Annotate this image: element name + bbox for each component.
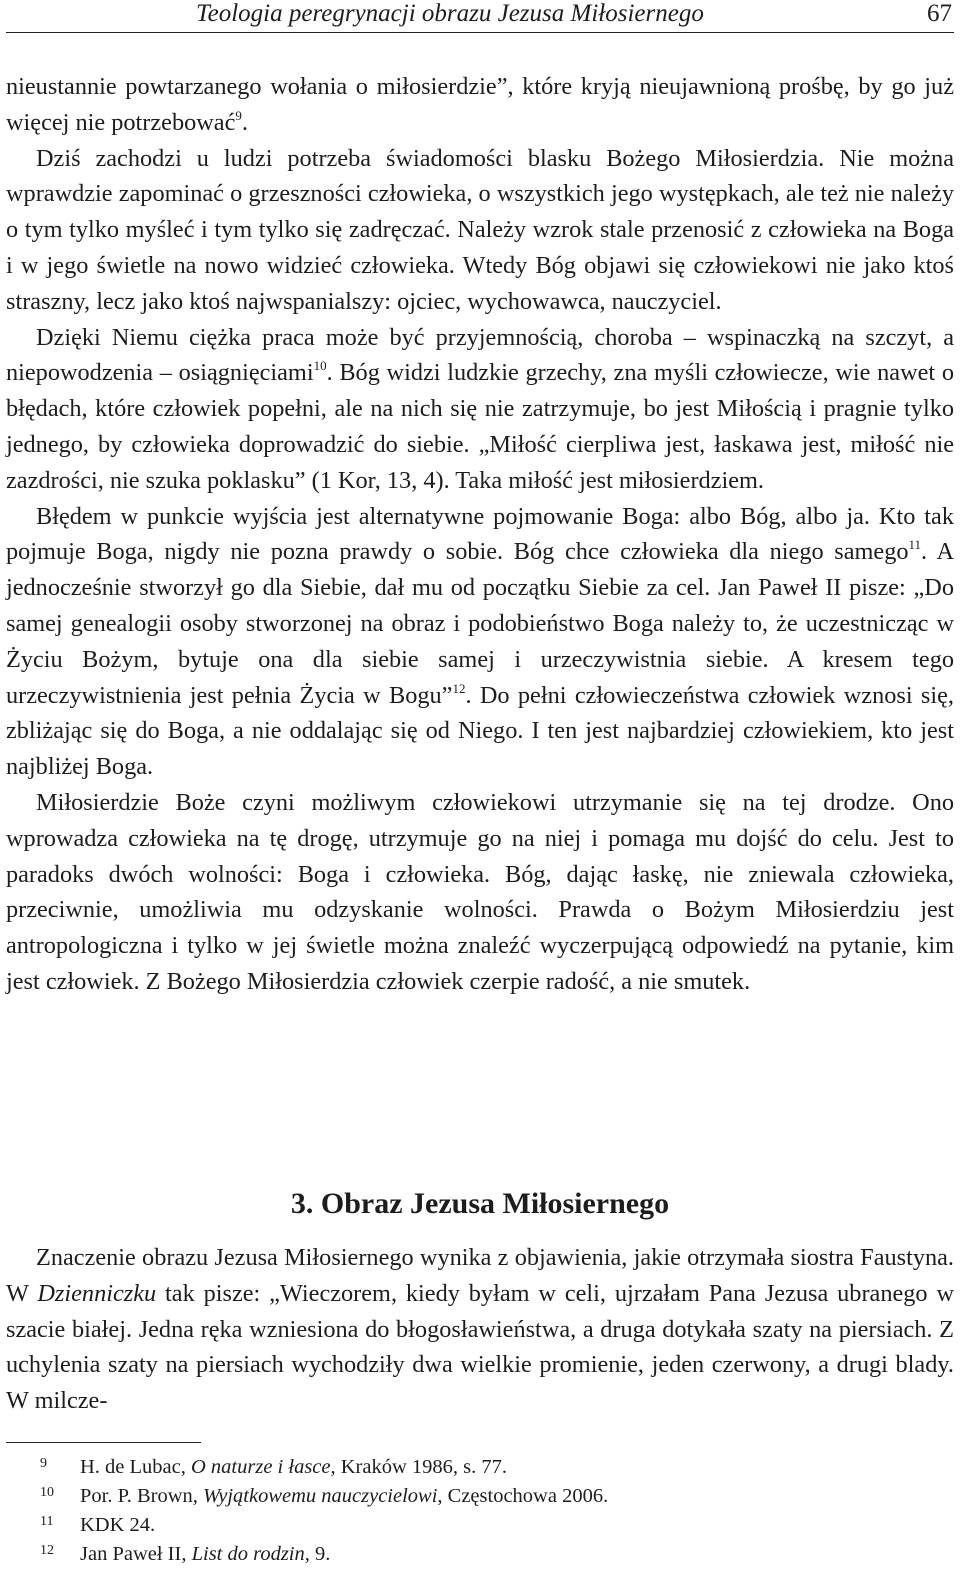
- paragraph: Dziś zachodzi u ludzi potrzeba świadomości blasku Bożego Miłosierdzia. Nie można wprawdzie zapominać o grzeszności człowieka, o wszystkich jego występkach, ale też nie należy o tym tylko myśleć i tym tylko się zadręczać. Należy wzrok stale przenosić z człowieka na Boga i w jego świetle na nowo widzieć człowieka. Wtedy Bóg objawi się człowiekowi nie jako ktoś straszny, lecz jako ktoś najwspanialszy: ojciec, wychowawca, nauczyciel.: [6, 144, 954, 315]
- footnote: [6, 1540, 954, 1569]
- body-text-section-1: [6, 69, 954, 1000]
- paragraph: Miłosierdzie Boże czyni możliwym człowiekowi utrzymanie się na tej drodze. Ono wprowadza człowieka na tę drogę, utrzymuje go na niej i pomaga mu dojść do celu. Jest to paradoks dwóch wolności: Boga i człowieka. Bóg, dając łaskę, nie zniewala człowieka, przeciwnie, umożliwia mu odzyskanie wolności. Prawda o Bożym Miłosierdziu jest antropologiczna i tylko w jej świetle można znaleźć wyczerpującą odpowiedź na pytanie, kim jest człowiek. Z Bożego Miłosierdzia człowiek czerpie radość, a nie smutek.: [6, 788, 954, 995]
- footnote-number: 12: [40, 1543, 54, 1558]
- footnote-number: 10: [40, 1485, 54, 1500]
- paragraph: Dzięki Niemu ciężka praca może być przyjemnością, choroba – wspinaczką na szczyt, a niepowodzenia – osiągnięciami$^{10}$. Bóg widzi ludzkie grzechy, zna myśli człowiecze, wie nawet o błędach, które człowiek popełni, ale na nich się nie zatrzymuje, bo jest Miłością i pragnie tylko jednego, by człowieka doprowadzić do siebie. „Miłość cierpliwa jest, łaskawa jest, miłość nie zazdrości, nie szuka poklasku” (1 Kor, 13, 4). Taka miłość jest miłosierdziem.: [6, 323, 955, 494]
- footnote: [6, 1453, 954, 1482]
- running-header: [6, 0, 954, 33]
- paragraph: Znaczenie obrazu Jezusa Miłosiernego wynika z objawienia, jakie otrzymała siostra Faustyna. W Dzienniczku tak pisze: „Wieczorem, kiedy byłam w celi, ujrzałam Pana Jezusa ubranego w szacie białej. Jedna ręka wzniesiona do błogosławieństwa, a druga dotykała szaty na piersiach. Z uchylenia szaty na piersiach wychodziły dwa wielkie promienie, jeden czerwony, a drugi blady. W milcze-: [6, 1244, 954, 1415]
- footnote-ref[interactable]: 12: [452, 680, 466, 696]
- footnotes: [6, 1453, 954, 1569]
- footnote-ref[interactable]: 10: [313, 358, 327, 374]
- footnote-text: Por. P. Brown, Wyjątkowemu nauczycielowi, Częstochowa 2006.: [80, 1485, 609, 1507]
- footnote-text: H. de Lubac, O naturze i łasce, Kraków 1986, s. 77.: [80, 1456, 508, 1478]
- page-number: 67: [927, 0, 952, 27]
- footnote-divider: [6, 1442, 201, 1443]
- footnote: [6, 1482, 954, 1511]
- italic-title: Dzienniczku: [37, 1279, 157, 1307]
- footnote-ref[interactable]: 9: [235, 107, 242, 123]
- body-text-section-2: [6, 1240, 954, 1419]
- footnote-text: KDK 24.: [80, 1514, 156, 1536]
- footnote-text: Jan Paweł II, List do rodzin, 9.: [80, 1543, 331, 1565]
- paragraph: Błędem w punkcie wyjścia jest alternatywne pojmowanie Boga: albo Bóg, albo ja. Kto tak pojmuje Boga, nigdy nie pozna prawdy o sobie. Bóg chce człowieka dla niego samego$^{11}$. A jednocześnie stworzył go dla Siebie, dał mu od początku Siebie za cel. Jan Paweł II pisze: „Do samej genealogii osoby stworzonej na obraz i podobieństwo Boga należy to, że uczestnicząc w Życiu Bożym, bytuje ona dla siebie samej i urzeczywistnia siebie. A kresem tego urzeczywistnienia jest pełnia Życia w Bogu”$^{12}$. Do pełni człowieczeństwa człowiek wznosi się, zbliżając się do Boga, a nie oddalając się od Niego. I ten jest najbardziej człowiekiem, kto jest najbliżej Boga.: [6, 502, 954, 781]
- footnote: [6, 1511, 954, 1540]
- footnote-number: 9: [40, 1456, 47, 1471]
- paragraph: nieustannie powtarzanego wołania o miłosierdzie”, które kryją nieujawnioną prośbę, by go już więcej nie potrzebować$^9$.: [6, 73, 954, 136]
- running-title: Teologia peregrynacji obrazu Jezusa Miłosiernego: [196, 0, 704, 27]
- section-heading: 3. Obraz Jezusa Miłosiernego: [290, 1187, 670, 1220]
- footnote-ref[interactable]: 11: [908, 537, 922, 553]
- footnote-number: 11: [40, 1514, 54, 1529]
